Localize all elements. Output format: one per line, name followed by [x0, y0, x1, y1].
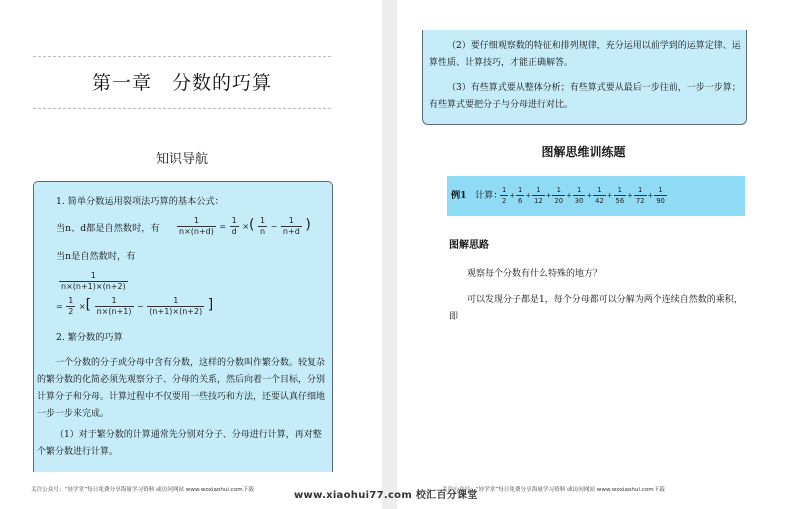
example-fraction: $\frac{1}{90}$ — [656, 186, 665, 205]
left-footer: 关注公众号：“娃学堂”每日免费分享海量学习资料 或访问网站 www.woxiaohui.com下载 — [31, 487, 254, 493]
right-footer: 关注公众号：“娃学堂”每日免费分享海量学习资料 或访问网站 www.woxiaohui.com下载 — [442, 487, 665, 493]
item1-title: 1. 简单分数运用裂项法巧算的基本公式： — [56, 196, 224, 207]
chapter-title: 第一章 分数的巧算 — [91, 72, 272, 94]
thinking-title: 图解思路 — [449, 240, 489, 251]
example-fraction: $\frac{1}{42}$ — [595, 186, 604, 205]
page-gutter — [382, 0, 397, 509]
item2-sub1: （1）对于繁分数的计算通常先分别对分子、分母进行计算，再对整个繁分数进行计算。 — [37, 430, 322, 457]
thinking-p1: 观察每个分数有什么特殊的地方？ — [467, 269, 603, 279]
example-fraction: $\frac{1}{12}$ — [534, 186, 543, 205]
plus-sign: + — [606, 191, 613, 200]
plus-sign: + — [545, 191, 552, 200]
watermark: www.xiaohui77.com 校汇百分课堂 — [294, 490, 478, 501]
example-fraction: $\frac{1}{6}$ — [518, 186, 523, 205]
bottom-divider — [33, 108, 331, 109]
left-page — [0, 0, 382, 509]
plus-sign: + — [566, 191, 572, 200]
plus-sign: + — [586, 191, 593, 200]
plus-sign: + — [509, 191, 516, 200]
item2-title: 2. 繁分数的巧算 — [56, 332, 123, 343]
plus-sign: + — [647, 191, 654, 200]
formula1-prefix: 当n、d都是自然数时，有 — [56, 223, 160, 234]
example-1-bar — [447, 176, 745, 216]
example-prefix: 计算： — [475, 190, 503, 201]
example-fraction: $\frac{1}{20}$ — [554, 186, 564, 205]
item2-paragraph: 一个分数的分子或分母中含有分数，这样的分数叫作繁分数。较复杂的繁分数的化简必须先观察分子、分母的关系，然后向着一个目标，分别计算分子和分母。计算过程中不仅要用一些技巧和方法，还要认真仔细地一步一步来完成。 — [37, 358, 326, 419]
tip-2: （2）要仔细观察数的特征和排列规律，充分运用以前学到的运算定律、运算性质、计算技巧，才能正确解答。 — [429, 41, 741, 68]
formula2-lhs: $\frac{1}{n\times(n+1)\times(n+2)}$ — [61, 271, 126, 291]
formula2-prefix: 当n是自然数时，有 — [56, 251, 136, 262]
example-expression — [499, 185, 668, 206]
example-fraction: $\frac{1}{2}$ — [502, 186, 507, 205]
formula1: $\frac{1}{n\times(n+d)}$ = $\frac{1}{d}$ ×( $\frac{1}{n}$ − $\frac{1}{n+d}$ ) — [179, 216, 311, 236]
thinking-p2: 可以发现分子都是1，每个分母都可以分解为两个连续自然数的乘积，即 — [449, 295, 743, 322]
knowledge-box — [33, 181, 333, 472]
plus-sign: + — [627, 191, 633, 200]
section-title: 图解思维训练题 — [541, 145, 626, 159]
example-fraction: $\frac{1}{30}$ — [574, 186, 584, 205]
tips-box — [422, 30, 747, 125]
example-label: 例1 — [451, 190, 467, 201]
tip-3: （3）有些算式要从整体分析；有些算式要从最后一步往前，一步一步算；有些算式要把分子与分母进行对比。 — [429, 83, 741, 110]
top-divider — [33, 56, 331, 57]
knowledge-nav-title: 知识导航 — [155, 152, 208, 167]
example-fraction: $\frac{1}{56}$ — [615, 186, 625, 205]
formula2-rhs: = $\frac{1}{2}$ ×[ $\frac{1}{n\times(n+1)}$ − $\frac{1}{(n+1)\times(n+2)}$ ] — [56, 296, 214, 316]
plus-sign: + — [525, 191, 532, 200]
example-fraction: $\frac{1}{72}$ — [635, 186, 645, 205]
